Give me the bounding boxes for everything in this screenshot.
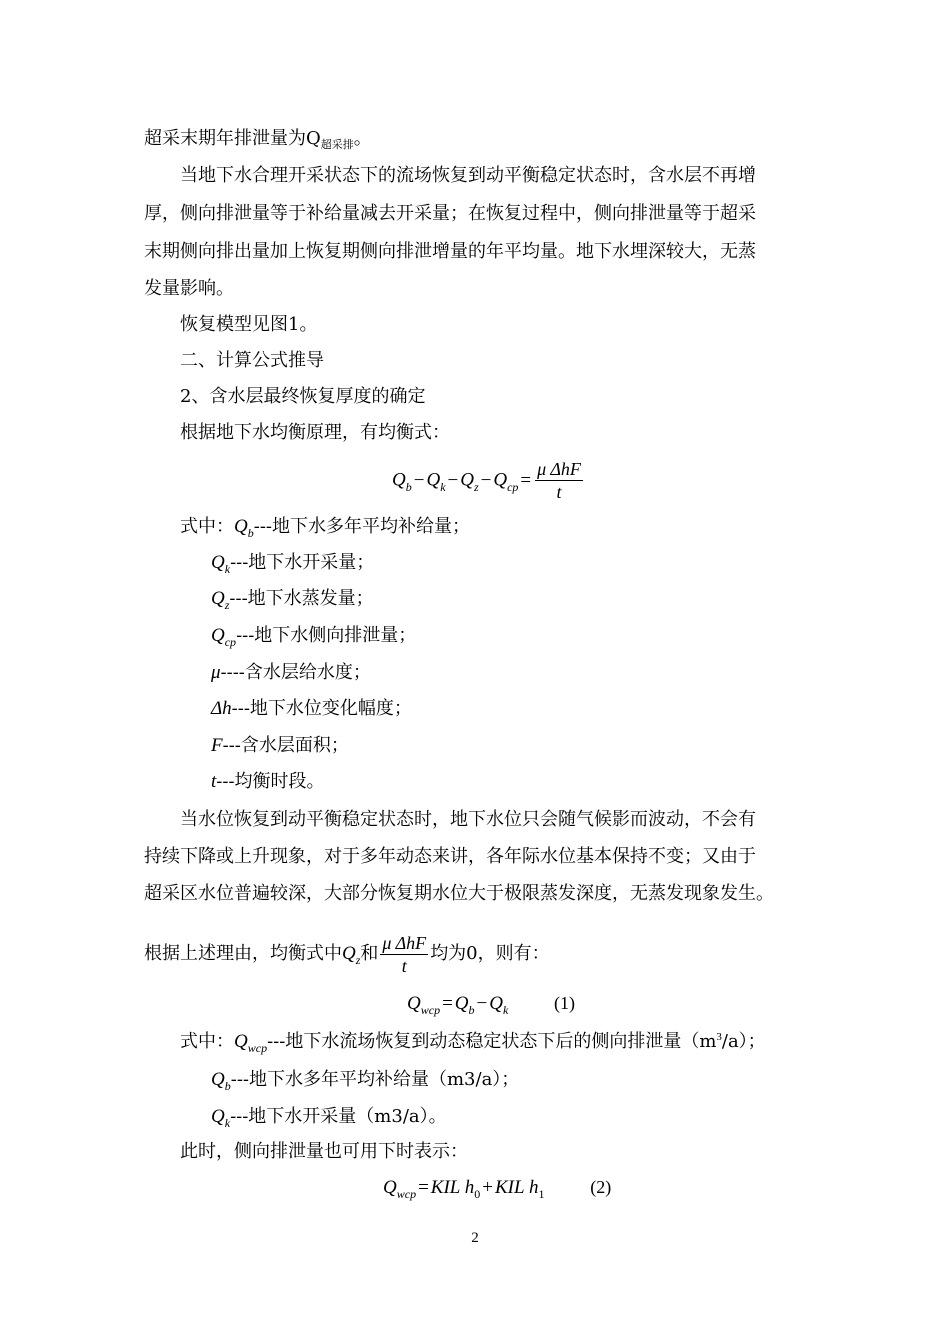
definition-line: $Q_k---$地下水开采量； — [211, 552, 375, 576]
paragraph-line: 当地下水合理开采状态下的流场恢复到动平衡稳定状态时，含水层不再增 — [180, 165, 756, 186]
definition-line: $Q_z---$地下水蒸发量； — [211, 588, 374, 612]
definition-line: Δh---地下水位变化幅度； — [211, 698, 412, 719]
definition-line: 式中：$Q_{wcp}---$地下水流场恢复到动态稳定状态下后的侧向排泄量$(m^3/a)$； — [180, 1031, 766, 1055]
definition-line: t---均衡时段。 — [211, 771, 325, 792]
definition-line: F---含水层面积； — [211, 735, 349, 756]
paragraph-line: 末期侧向排出量加上恢复期侧向排泄增量的年平均量。地下水埋深较大，无蒸 — [144, 241, 756, 262]
paragraph-line: 厚，侧向排泄量等于补给量减去开采量；在恢复过程中，侧向排泄量等于超采 — [144, 203, 756, 224]
definition-line: μ----含水层给水度； — [211, 662, 371, 683]
equation-2: $Q_{wcp}$ = KIL $h_0$ + KIL $h_1$ (2) — [383, 1177, 612, 1201]
equation-number: (2) — [590, 1177, 612, 1197]
paragraph-line: 超采末期年排泄量为$Q_{超采排}$。 — [144, 128, 372, 151]
section-heading: 二、计算公式推导 — [180, 350, 324, 371]
definition-line: 式中：$Q_b---$地下水多年平均补给量； — [180, 516, 470, 540]
definition-line: $Q_b---$地下水多年平均补给量（m3/a）； — [211, 1069, 520, 1093]
balance-equation: $Q_b - Q_k - Q_z - Q_{cp}$ = $\frac{\text{μ ΔhF}}{t}$ — [392, 459, 581, 502]
subsection-heading: 2、含水层最终恢复厚度的确定 — [180, 386, 426, 407]
paragraph-line: 恢复模型见图1。 — [180, 314, 318, 335]
paragraph-line: 超采区水位普遍较深，大部分恢复期水位大于极限蒸发深度，无蒸发现象发生。 — [144, 883, 774, 904]
definition-line: $Q_k---$地下水开采量（m3/a）。 — [211, 1106, 447, 1130]
paragraph-line: 根据上述理由，均衡式中$Q_z$和 $\frac{\text{μ ΔhF}}{t}$ 均为0，则有： — [144, 932, 550, 976]
equation-1: $Q_{wcp} = Q_b - Q_k$ (1) — [407, 993, 576, 1017]
paragraph-line: 此时，侧向排泄量也可用下时表示： — [180, 1141, 468, 1162]
paragraph-line: 当水位恢复到动平衡稳定状态时，地下水位只会随气候影而波动，不会有 — [180, 809, 756, 830]
paragraph-line: 持续下降或上升现象，对于多年动态来讲，各年际水位基本保持不变；又由于 — [144, 846, 756, 867]
page-number: 2 — [471, 1230, 479, 1246]
paragraph-line: 发量影响。 — [144, 278, 234, 299]
paragraph-line: 根据地下水均衡原理，有均衡式： — [180, 422, 450, 443]
equation-number: (1) — [554, 993, 576, 1013]
definition-line: $Q_{cp}---$地下水侧向排泄量； — [211, 625, 417, 649]
